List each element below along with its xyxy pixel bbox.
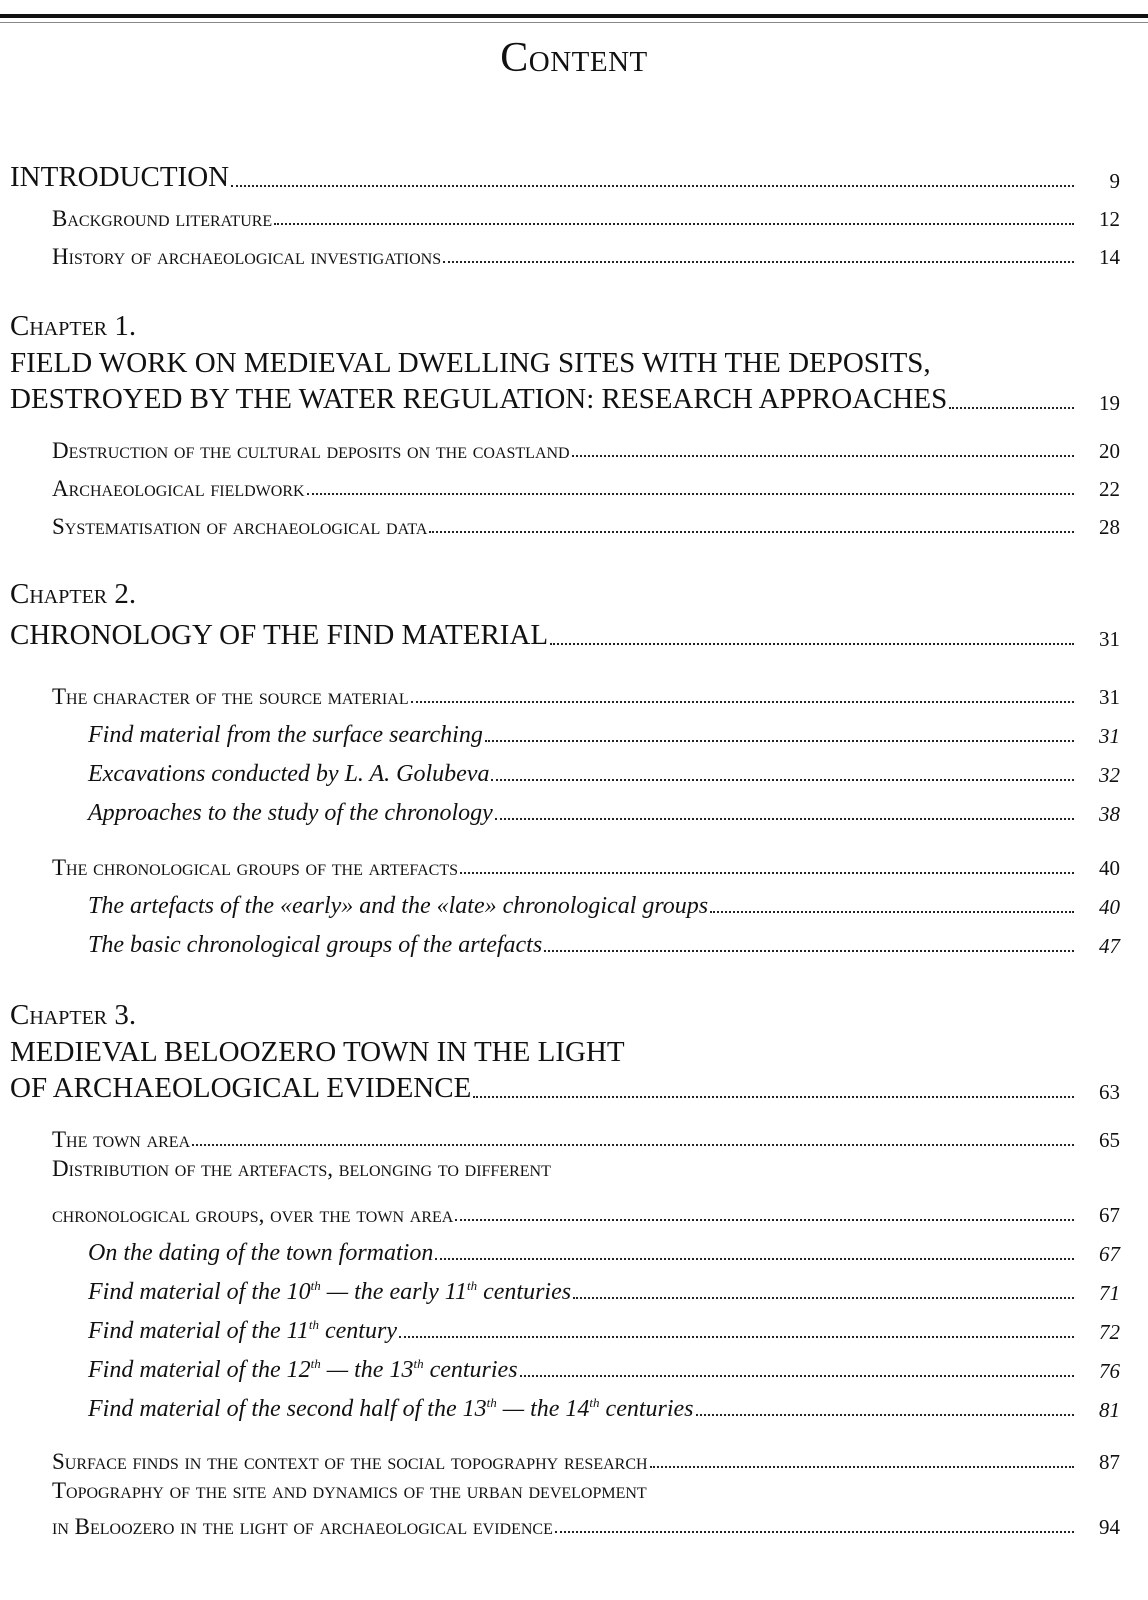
toc-entry-surface-searching[interactable] — [10, 710, 1120, 749]
entry-title: CHRONOLOGY OF THE FIND MATERIAL — [10, 619, 549, 651]
page-number: 67 — [1099, 1203, 1120, 1227]
entry-title: Archaeological fieldwork — [52, 476, 305, 501]
entry-title: Destruction of the cultural deposits on the coastland — [52, 438, 570, 463]
page-title: Content — [500, 35, 648, 81]
page-number: 67 — [1099, 1242, 1120, 1266]
leader-dots — [435, 1258, 1074, 1260]
leader-dots — [485, 740, 1074, 742]
entry-title: Find material of the second half of the 13th — the 14th centuries — [88, 1395, 694, 1422]
page-number: 87 — [1099, 1450, 1120, 1474]
entry-title: Approaches to the study of the chronology — [88, 800, 493, 826]
toc-entry-archaeological-fieldwork[interactable] — [10, 464, 1120, 502]
leader-dots — [411, 701, 1074, 703]
toc-entry-character-source[interactable] — [10, 664, 1120, 710]
page-number: 22 — [1099, 477, 1120, 501]
toc-entry-12th-13th[interactable] — [10, 1345, 1120, 1384]
leader-dots — [696, 1414, 1074, 1416]
leader-dots — [307, 493, 1074, 495]
page-number: 9 — [1109, 169, 1120, 193]
leader-dots — [572, 455, 1074, 457]
entry-title: History of archaeological investigations — [52, 244, 442, 269]
toc-entry-10th-11th[interactable] — [10, 1267, 1120, 1306]
leader-dots — [443, 261, 1074, 263]
entry-title: The town area — [52, 1127, 191, 1152]
toc-entry-approaches-chronology[interactable] — [10, 788, 1120, 827]
toc-entry-distribution[interactable] — [10, 1184, 1120, 1228]
toc-entry-chapter-3[interactable] — [10, 1069, 1120, 1105]
page-number: 19 — [1099, 391, 1120, 415]
leader-dots — [949, 407, 1074, 409]
entry-title: in Beloozero in the light of archaeological evidence — [52, 1514, 553, 1539]
toc-entry-chronological-groups[interactable] — [10, 835, 1120, 881]
entry-title: chronological groups, over the town area — [52, 1202, 454, 1227]
leader-dots — [274, 223, 1074, 225]
page-number: 40 — [1099, 856, 1120, 880]
entry-title: Background literature — [52, 206, 273, 231]
page-number: 20 — [1099, 439, 1120, 463]
page-number: 81 — [1099, 1398, 1120, 1422]
page-number: 40 — [1099, 895, 1120, 919]
toc-entry-11th[interactable] — [10, 1306, 1120, 1345]
toc-entry-introduction[interactable] — [10, 150, 1120, 194]
page-number: 63 — [1099, 1080, 1120, 1104]
leader-dots — [495, 818, 1074, 820]
page-number: 28 — [1099, 515, 1120, 539]
top-rule-thin — [0, 22, 1148, 23]
chapter-3-label: Chapter 3. — [10, 999, 137, 1031]
entry-title: DESTROYED BY THE WATER REGULATION: RESEARCH APPROACHES — [10, 383, 948, 415]
leader-dots — [460, 872, 1074, 874]
leader-dots — [573, 1297, 1074, 1299]
toc-entry-13th-14th[interactable] — [10, 1384, 1120, 1423]
toc-entry-chapter-1[interactable] — [10, 380, 1120, 416]
toc-entry-town-area[interactable] — [10, 1115, 1120, 1153]
toc-entry-town-formation[interactable] — [10, 1228, 1120, 1267]
page-number: 47 — [1099, 934, 1120, 958]
entry-title: INTRODUCTION — [10, 161, 230, 193]
page-number: 65 — [1099, 1128, 1120, 1152]
entry-title: OF ARCHAEOLOGICAL EVIDENCE — [10, 1072, 472, 1104]
chapter-3-title-line1: MEDIEVAL BELOOZERO TOWN IN THE LIGHT — [10, 1036, 625, 1068]
toc-entry-surface-finds[interactable] — [10, 1433, 1120, 1475]
toc-entry-topography-line1: Topography of the site and dynamics of the urban development — [52, 1478, 647, 1503]
leader-dots — [231, 185, 1074, 187]
entry-title: The basic chronological groups of the artefacts — [88, 932, 543, 958]
toc-entry-chapter-2[interactable] — [10, 614, 1120, 652]
page-number: 31 — [1099, 627, 1120, 651]
top-rule — [0, 14, 1148, 18]
leader-dots — [491, 779, 1074, 781]
entry-title: Find material from the surface searching — [88, 722, 483, 748]
leader-dots — [399, 1336, 1074, 1338]
page-number: 14 — [1099, 245, 1120, 269]
chapter-1-title-line1: FIELD WORK ON MEDIEVAL DWELLING SITES WITH THE DEPOSITS, — [10, 347, 931, 379]
leader-dots — [455, 1219, 1074, 1221]
entry-title: The chronological groups of the artefacts — [52, 855, 459, 880]
toc-entry-excavations-golubeva[interactable] — [10, 749, 1120, 788]
page-number: 71 — [1099, 1281, 1120, 1305]
toc-entry-history-investigations[interactable] — [10, 232, 1120, 270]
page-number: 31 — [1099, 685, 1120, 709]
page-number: 38 — [1099, 802, 1120, 826]
entry-title: The artefacts of the «early» and the «late» chronological groups — [88, 893, 709, 919]
leader-dots — [429, 531, 1074, 533]
entry-title: Systematisation of archaeological data — [52, 514, 428, 539]
toc-entry-basic-groups[interactable] — [10, 920, 1120, 959]
page-number: 12 — [1099, 207, 1120, 231]
page-number: 94 — [1099, 1515, 1120, 1539]
leader-dots — [473, 1096, 1074, 1098]
toc-entry-topography[interactable] — [10, 1506, 1120, 1540]
toc-entry-distribution-line1: Distribution of the artefacts, belonging to different — [52, 1156, 551, 1181]
table-of-contents — [10, 150, 1120, 1540]
toc-entry-early-late-groups[interactable] — [10, 881, 1120, 920]
entry-title: Excavations conducted by L. A. Golubeva — [88, 761, 490, 787]
toc-entry-destruction-deposits[interactable] — [10, 426, 1120, 464]
leader-dots — [710, 911, 1074, 913]
chapter-2-label: Chapter 2. — [10, 578, 137, 610]
leader-dots — [555, 1531, 1074, 1533]
page-number: 72 — [1099, 1320, 1120, 1344]
leader-dots — [520, 1375, 1074, 1377]
leader-dots — [544, 950, 1074, 952]
page-number: 32 — [1099, 763, 1120, 787]
entry-title: Find material of the 10th — the early 11th centuries — [88, 1278, 572, 1305]
leader-dots — [550, 643, 1074, 645]
entry-title: On the dating of the town formation — [88, 1240, 434, 1266]
entry-title: The character of the source material — [52, 684, 409, 709]
page-number: 31 — [1099, 724, 1120, 748]
entry-title: Find material of the 11th century — [88, 1317, 397, 1344]
toc-entry-background-literature[interactable] — [10, 194, 1120, 232]
leader-dots — [650, 1466, 1074, 1468]
entry-title: Find material of the 12th — the 13th centuries — [88, 1356, 518, 1383]
chapter-1-label: Chapter 1. — [10, 310, 137, 342]
toc-entry-systematisation[interactable] — [10, 502, 1120, 540]
page-number: 76 — [1099, 1359, 1120, 1383]
leader-dots — [192, 1144, 1074, 1146]
entry-title: Surface finds in the context of the social topography research — [52, 1449, 648, 1474]
